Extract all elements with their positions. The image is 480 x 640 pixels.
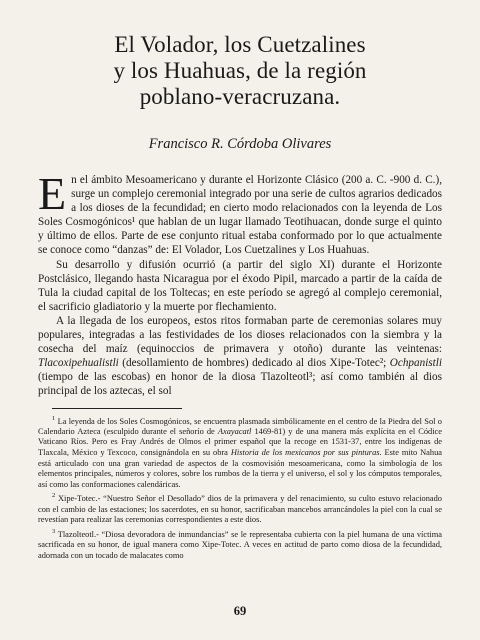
paragraph-text: A la llegada de los europeos, estos ritos formaban parte de ceremonias solares muy populares, integradas a las festividades de los dioses relacionados con la siembra y la cosecha del maíz (equinoccios de primavera y otoño) durante las veintenas: [38,314,442,356]
footnote-text: . Este mito Nahua está articulado con una gran variedad de aspectos de la cosmovisión mesoamericana, como la simbología de los elementos principales, números y colores, sobre los rumbos de la tierra y el universo, el sol y los cómputos temporales, así como las conformaciones calendáricas. [38,448,442,489]
paragraph-text: (desollamiento de hombres) dedicado al dios Xipe-Totec²; [118,357,390,370]
paragraph [38,168,442,258]
footnote-marker: 2 [52,492,56,500]
footnote-marker: 1 [52,414,56,422]
drop-cap: E [38,168,67,219]
title-line: El Volador, los Cuetzalines [114,32,366,57]
body-text [38,168,442,399]
footnote [38,414,442,491]
page-number: 69 [233,604,247,618]
article-title [38,32,442,110]
italic-term: Tlacoxipehualistli [38,357,119,370]
footnote-text: La leyenda de los Soles Cosmogónicos, se encuentra plasmada simbólicamente en el centro de la Piedra del Sol o Calendario Azteca (esculpido durante el señorío de [38,416,442,436]
footnote-text: Xipe-Totec.- “Nuestro Señor el Desollado” dios de la primavera y del renacimiento, su culto estuvo relacionado con el cambio de las estaciones; los sacerdotes, en su honor, sacrificaban mancebos arrancándoles la piel con la cual se revestían para realizar las ceremonias correspondientes a este dios. [38,494,442,525]
italic-term: Axayacatl [217,426,252,436]
italic-term: Historia de los mexicanos por sus pinturas [230,448,380,458]
footnote [38,527,442,562]
title-line: y los Huahuas, de la región [113,58,367,83]
footnote-text: Tlazolteotl.- “Diosa devoradora de inmundancias” se le representaba cubierta con la piel humana de una víctima sacrificada en su honor, de igual manera como Xipe-Totec. A veces en actitud de parto como diosa de la fecundidad, adornada con un tocado de malacates como [38,529,442,561]
paragraph: Su desarrollo y difusión ocurrió (a partir del siglo XI) durante el Horizonte Postclásico, llegando hasta Nicaragua por el éxodo Pipil, marcado a partir de la caída de Tula la ciudad capital de los Toltecas; en este período se agregó al complejo ceremonial, el sacrificio gladiatorio y la muerte por flechamiento. [38,258,442,313]
footnote [38,491,442,526]
footnote-text: 1469-81) y de una manera más explícita en el Códice Vaticano Ríos. Pero es Fray Andrés de Olmos el primer español que la recoge en 1531-37, entre los indígenas de Tlaxcala, México y Texcoco, consignándola en su obra [38,426,442,458]
paragraph [38,314,442,399]
author-name: Francisco R. Córdoba Olivares [148,136,332,152]
title-line: poblano-veracruzana. [139,84,341,109]
footnote-divider [52,408,182,409]
footnote-marker: 3 [52,528,56,536]
footnotes [38,414,442,562]
paragraph-text: n el ámbito Mesoamericano y durante el Horizonte Clásico (200 a. C. -900 d. C.), surge un complejo ceremonial integrado por una serie de cultos agrarios dedicados a los dioses de la fecundidad; en cierto modo relacionados con la leyenda de Los Soles Cosmogónicos¹ que hablan de un lugar llamado Teotihuacan, donde surge el quinto y último de ellos. Parte de ese conjunto ritual estaba conformado por lo que actualmente se conoce como “danzas” de: El Volador, Los Cuetzalines y Los Huahuas. [38,174,442,257]
italic-term: Ochpanistli [389,357,442,370]
paragraph-text: (tiempo de las escobas) en honor de la diosa Tlazolteotl³; así como también al dios principal de los aztecas, el sol [38,371,442,398]
